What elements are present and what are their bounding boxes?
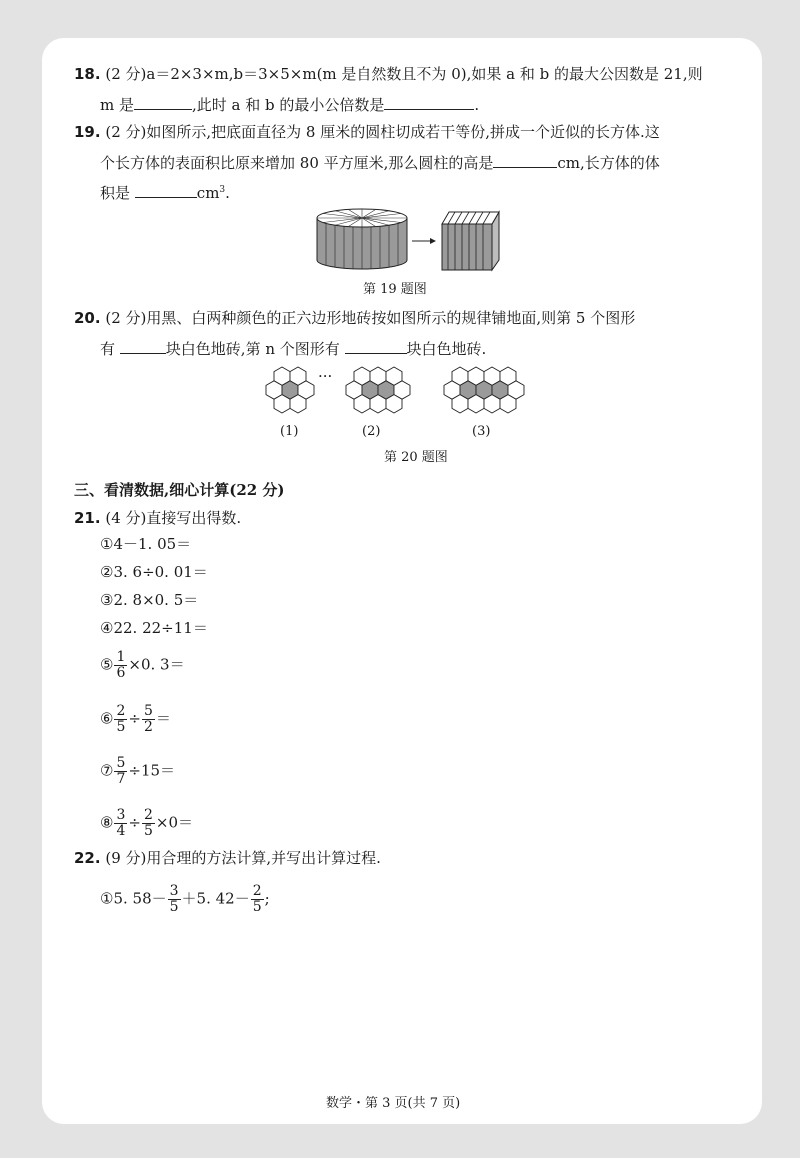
expression-rest: ÷15＝ [128,761,176,780]
question-22-number: 22. [74,849,101,867]
question-21-text: (4 分)直接写出得数. [105,509,242,527]
item-marker: ⑧ [100,813,114,832]
fraction [168,884,181,915]
fraction [114,650,127,681]
question-18-number: 18. [74,65,101,83]
expression-end: ; [264,889,270,908]
more-figures-ellipsis: ··· [318,367,333,385]
question-20-text-c: 块白色地砖. [406,340,487,358]
fraction [251,884,264,915]
numerator: 1 [116,649,126,665]
question-18-text-c: . [474,96,480,114]
denominator: 5 [116,719,126,735]
fraction [114,808,127,839]
figure-20-label-3: (3) [472,424,491,439]
q21-item-7 [100,756,175,787]
answer-blank-20b[interactable] [345,338,407,354]
operator: ÷ [128,709,141,728]
fraction [114,756,127,787]
denominator: 5 [169,899,179,915]
denominator: 5 [143,823,153,839]
fraction [142,808,155,839]
numerator: 3 [116,807,126,823]
numerator: 2 [252,883,262,899]
expression-rest: ＝ [155,709,171,728]
answer-blank-18a[interactable] [134,94,192,110]
question-20-line-2 [100,338,486,359]
answer-blank-18b[interactable] [384,94,474,110]
q21-item-2: ②3. 6÷0. 01＝ [100,563,208,581]
denominator: 7 [116,771,126,787]
denominator: 2 [143,719,153,735]
unit-cm: cm [196,184,220,202]
numerator: 2 [116,703,126,719]
white-hexagon-tile [468,395,484,413]
question-20-text-b: 块白色地砖,第 n 个图形有 [165,340,340,358]
question-21-number: 21. [74,509,101,527]
white-hexagon-tile [354,395,370,413]
question-20-line-1 [74,308,635,328]
question-19-line-1 [74,122,660,142]
question-19-number: 19. [74,123,101,141]
question-18-text-a: m 是 [100,96,134,114]
question-20-text-a: 有 [100,340,116,358]
white-hexagon-tile [452,395,468,413]
denominator: 4 [116,823,126,839]
section-3-heading: 三、看清数据,细心计算(22 分) [74,481,285,499]
cuboid-icon [442,212,499,270]
page-footer: 数学・第 3 页(共 7 页) [326,1096,461,1111]
hexagon-tiles-figure [268,362,568,418]
white-hexagon-tile [290,395,306,413]
white-hexagon-tile [484,395,500,413]
question-19-line-2 [100,152,660,173]
figure-20-label-1: (1) [280,424,299,439]
white-hexagon-tile [370,395,386,413]
white-hexagon-tile [274,395,290,413]
question-18-line-1 [74,64,703,84]
answer-blank-19b[interactable] [135,182,197,198]
q21-item-3: ③2. 8×0. 5＝ [100,591,199,609]
fraction [114,704,127,735]
cylinder-to-cuboid-figure [312,208,512,276]
q21-item-4: ④22. 22÷11＝ [100,619,208,637]
item-marker: ⑥ [100,709,114,728]
figure-20-label-2: (2) [362,424,381,439]
q22-item-1 [100,884,270,915]
unit-exponent: 3 [219,185,226,195]
numerator: 5 [116,755,126,771]
hexagon-figure-1 [266,367,314,413]
cylinder-icon [317,209,407,269]
expression-rest: ×0. 3＝ [128,655,185,674]
white-hexagon-tile [500,395,516,413]
q21-item-5 [100,650,185,681]
answer-blank-20a[interactable] [120,338,166,354]
fraction [142,704,155,735]
figure-19-caption: 第 19 题图 [363,282,427,297]
question-19-text-b: cm,长方体的体 [557,154,660,172]
numerator: 5 [143,703,153,719]
exam-page [42,38,762,1124]
question-22-text: (9 分)用合理的方法计算,并写出计算过程. [105,849,381,867]
denominator: 6 [116,665,126,681]
figure-20-caption: 第 20 题图 [384,450,448,465]
expression-middle: ＋5. 42－ [181,889,250,908]
hexagon-figure-3 [444,367,524,413]
q21-item-1: ①4－1. 05＝ [100,535,192,553]
answer-blank-19a[interactable] [493,152,557,168]
q21-item-6 [100,704,171,735]
question-18-text-b: ,此时 a 和 b 的最小公倍数是 [192,96,385,114]
question-20-text: (2 分)用黑、白两种颜色的正六边形地砖按如图所示的规律铺地面,则第 5 个图形 [105,309,636,327]
question-18-text: (2 分)a＝2×3×m,b＝3×5×m(m 是自然数且不为 0),如果 a 和 b 的最大公因数是 21,则 [105,65,703,83]
question-19-text-a: 个长方体的表面积比原来增加 80 平方厘米,那么圆柱的高是 [100,154,494,172]
operator: ÷ [128,813,141,832]
expression-rest: ×0＝ [155,813,193,832]
denominator: 5 [252,899,262,915]
question-19-text-c: 积是 [100,184,131,202]
expression-start: ①5. 58－ [100,889,167,908]
item-marker: ⑦ [100,761,114,780]
question-19-line-3 [100,180,230,203]
q21-item-8 [100,808,193,839]
numerator: 2 [143,807,153,823]
question-18-line-2 [100,94,479,115]
question-20-number: 20. [74,309,101,327]
numerator: 3 [169,883,179,899]
question-21-title-line [74,508,241,528]
question-22-title-line [74,848,381,868]
white-hexagon-tile [386,395,402,413]
question-19-period: . [225,184,230,202]
hexagon-figure-2 [346,367,410,413]
item-marker: ⑤ [100,655,114,674]
question-19-text: (2 分)如图所示,把底面直径为 8 厘米的圆柱切成若干等份,拼成一个近似的长方体.这 [105,123,660,141]
arrow-icon [412,238,436,244]
